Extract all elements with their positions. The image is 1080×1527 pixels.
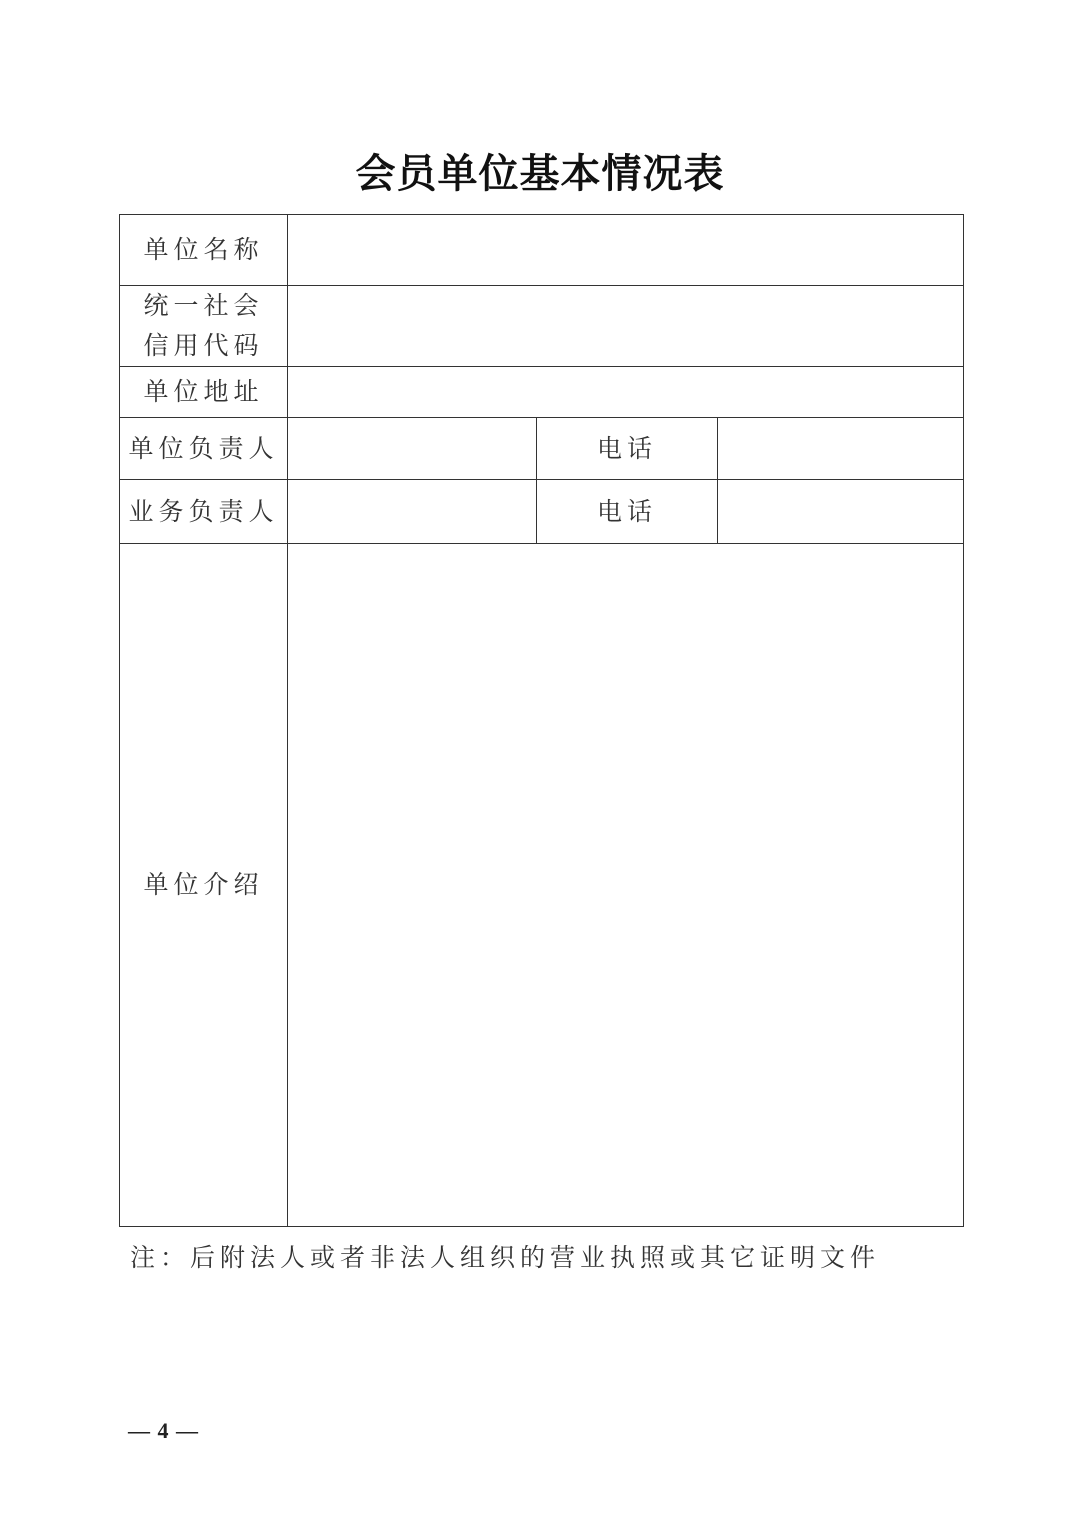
- unit-name-field[interactable]: [288, 215, 964, 286]
- unit-name-label: 单位名称: [120, 215, 288, 286]
- unit-head-label: 单位负责人: [120, 418, 288, 480]
- page-number: — 4 —: [128, 1418, 199, 1443]
- credit-code-label-line1: 统一社会: [143, 291, 264, 320]
- row-unit-name: [120, 215, 964, 286]
- business-head-label: 业务负责人: [120, 480, 288, 544]
- business-head-phone-label: 电话: [537, 480, 718, 544]
- business-head-phone-field[interactable]: [718, 480, 964, 544]
- intro-field[interactable]: [288, 544, 964, 1227]
- footnote: 注：后附法人或者非法人组织的营业执照或其它证明文件: [130, 1243, 881, 1272]
- address-field[interactable]: [288, 367, 964, 418]
- unit-head-field[interactable]: [288, 418, 537, 480]
- unit-head-phone-field[interactable]: [718, 418, 964, 480]
- row-business-head: [120, 480, 964, 544]
- row-address: [120, 367, 964, 418]
- row-unit-head: [120, 418, 964, 480]
- business-head-field[interactable]: [288, 480, 537, 544]
- intro-label: 单位介绍: [120, 544, 288, 1227]
- credit-code-label: [120, 286, 288, 367]
- member-info-form-table: [119, 214, 964, 1227]
- address-label: 单位地址: [120, 367, 288, 418]
- credit-code-label-line2: 信用代码: [143, 331, 264, 360]
- unit-head-phone-label: 电话: [537, 418, 718, 480]
- credit-code-field[interactable]: [288, 286, 964, 367]
- row-credit-code: [120, 286, 964, 367]
- row-intro: [120, 544, 964, 1227]
- document-title: 会员单位基本情况表: [355, 150, 725, 197]
